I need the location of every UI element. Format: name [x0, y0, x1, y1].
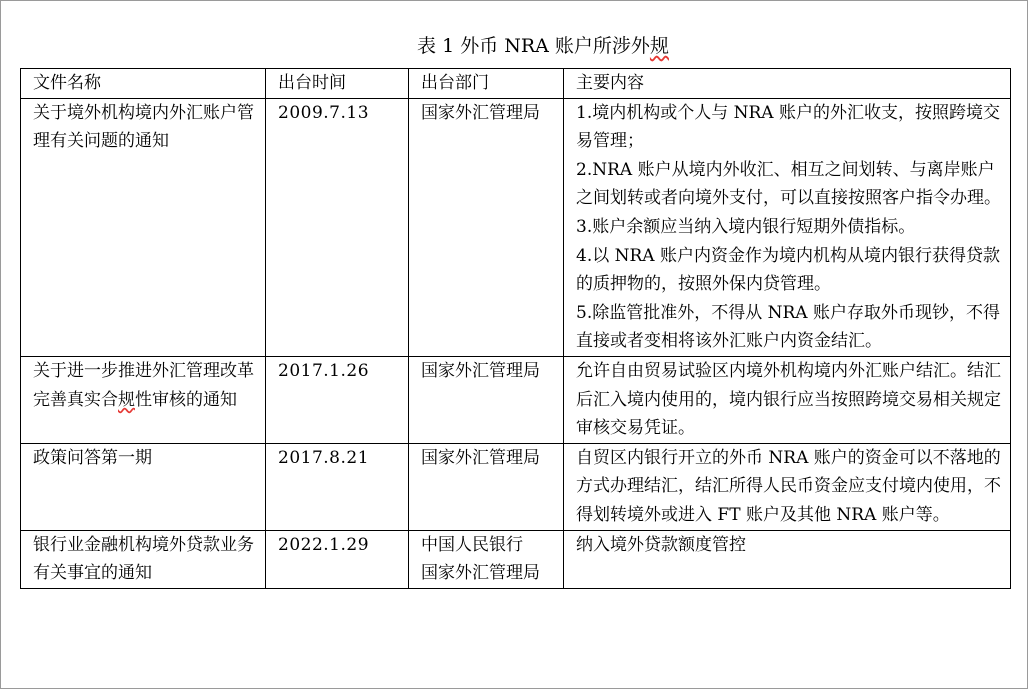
date-cell: 2022.1.29 [266, 530, 409, 588]
table-row [21, 443, 1011, 530]
content-item: 1.境内机构或个人与 NRA 账户的外汇收支，按照跨境交易管理； [576, 102, 1000, 152]
department-name: 中国人民银行 [421, 534, 523, 555]
department-cell [409, 98, 564, 356]
content-item: 纳入境外贷款额度管控 [576, 534, 746, 555]
table-caption [0, 32, 1030, 60]
content-item: 允许自由贸易试验区内境外机构境内外汇账户结汇。结汇后汇入境内使用的，境内银行应当按照跨境交易相关规定审核交易凭证。 [576, 360, 1001, 439]
file-name-cell: 关于境外机构境内外汇账户管理有关问题的通知 [21, 98, 266, 356]
date-cell: 2009.7.13 [266, 98, 409, 356]
file-name-cell: 政策问答第一期 [21, 443, 266, 530]
caption-text: 表 1 外币 NRA 账户所涉外 [417, 35, 650, 57]
file-name-cell: 银行业金融机构境外贷款业务有关事宜的通知 [21, 530, 266, 588]
file-name-text: 性审核的通知 [135, 389, 237, 410]
header-department: 出台部门 [409, 69, 564, 99]
department-name: 国家外汇管理局 [421, 563, 540, 584]
table-row [21, 356, 1011, 443]
content-cell [564, 356, 1011, 443]
file-name-text: 关于进一步推进外汇管理改革完善真实合 [33, 360, 254, 410]
header-date: 出台时间 [266, 69, 409, 99]
table-row [21, 530, 1011, 588]
department-cell [409, 443, 564, 530]
content-cell [564, 443, 1011, 530]
content-item: 自贸区内银行开立的外币 NRA 账户的资金可以不落地的方式办理结汇，结汇所得人民币资金应支付境内使用，不得划转境外或进入 FT 账户及其他 NRA 账户等。 [576, 447, 1001, 525]
content-item: 2.NRA 账户从境内外收汇、相互之间划转、与离岸账户之间划转或者向境外支付，可以直接按照客户指令办理。 [576, 159, 1001, 209]
header-file-name: 文件名称 [21, 69, 266, 99]
table-row [21, 98, 1011, 356]
department-cell [409, 530, 564, 588]
department-name: 国家外汇管理局 [421, 102, 540, 123]
header-content: 主要内容 [564, 69, 1011, 99]
date-cell: 2017.8.21 [266, 443, 409, 530]
content-item: 3.账户余额应当纳入境内银行短期外债指标。 [576, 216, 916, 237]
caption-underlined-char: 规 [649, 35, 669, 57]
department-name: 国家外汇管理局 [421, 360, 540, 381]
content-cell [564, 98, 1011, 356]
content-cell [564, 530, 1011, 588]
department-name: 国家外汇管理局 [421, 447, 540, 468]
content-item: 5.除监管批准外，不得从 NRA 账户存取外币现钞，不得直接或者变相将该外汇账户内资金结汇。 [576, 302, 1000, 352]
regulation-table [20, 68, 1011, 589]
table-header-row [21, 69, 1011, 99]
date-cell: 2017.1.26 [266, 356, 409, 443]
content-item: 4.以 NRA 账户内资金作为境内机构从境内银行获得贷款的质押物的，按照外保内贷管理。 [576, 245, 1000, 295]
file-name-cell [21, 356, 266, 443]
file-name-underlined-char: 规 [118, 389, 135, 410]
department-cell [409, 356, 564, 443]
